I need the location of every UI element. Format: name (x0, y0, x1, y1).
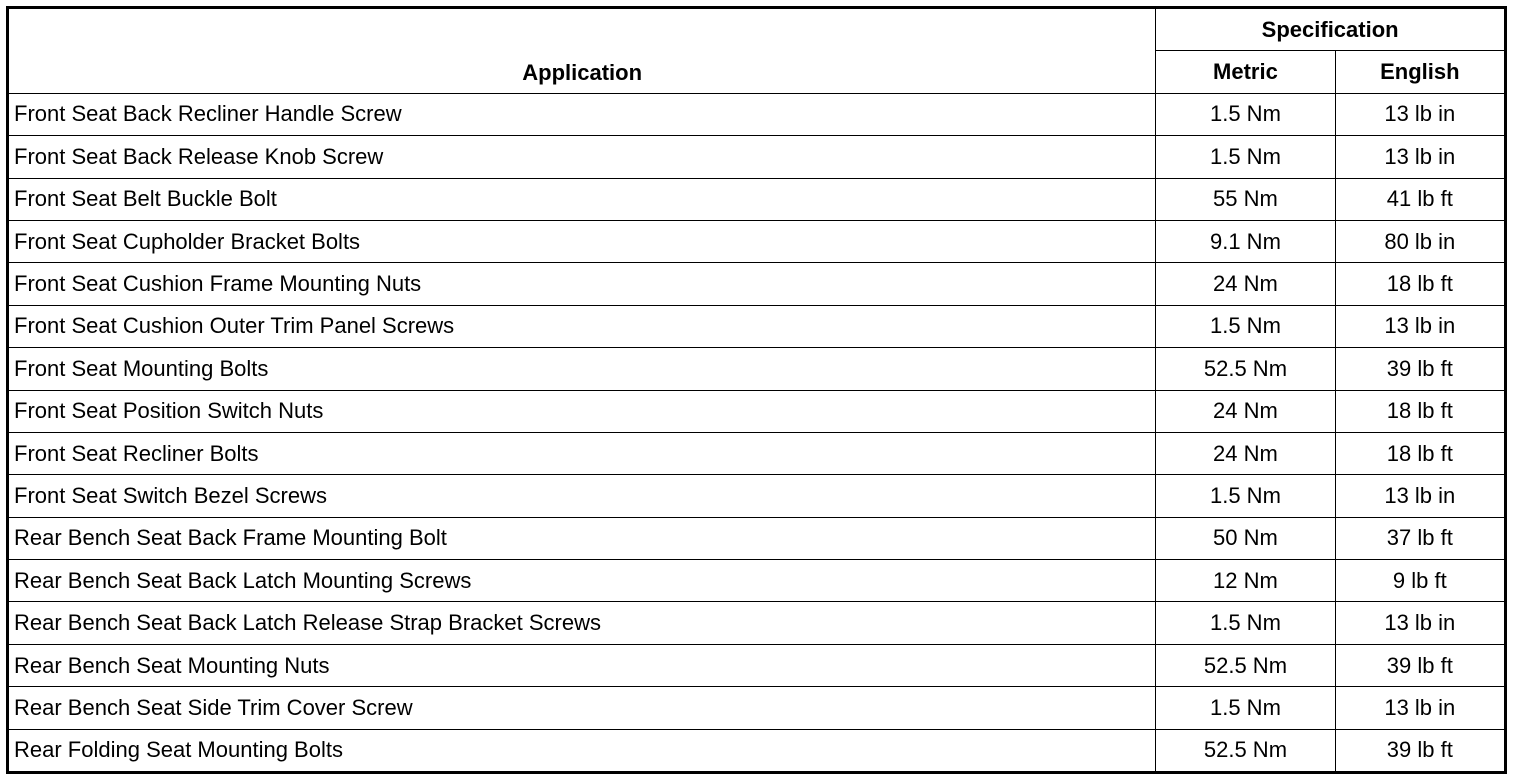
table-row (8, 220, 1506, 262)
metric-cell: 1.5 Nm (1156, 475, 1335, 517)
application-cell: Rear Bench Seat Mounting Nuts (8, 644, 1156, 686)
metric-cell: 24 Nm (1156, 432, 1335, 474)
metric-cell: 1.5 Nm (1156, 136, 1335, 178)
application-header: Application (8, 8, 1156, 94)
english-cell: 13 lb in (1335, 475, 1505, 517)
table-row (8, 136, 1506, 178)
english-cell: 13 lb in (1335, 687, 1505, 729)
application-cell: Rear Folding Seat Mounting Bolts (8, 729, 1156, 772)
english-cell: 18 lb ft (1335, 390, 1505, 432)
english-cell: 13 lb in (1335, 305, 1505, 347)
application-cell: Rear Bench Seat Back Latch Mounting Screws (8, 560, 1156, 602)
metric-cell: 52.5 Nm (1156, 729, 1335, 772)
header-row-top (8, 8, 1506, 51)
table-row (8, 687, 1506, 729)
application-cell: Front Seat Switch Bezel Screws (8, 475, 1156, 517)
application-cell: Front Seat Back Release Knob Screw (8, 136, 1156, 178)
application-cell: Front Seat Position Switch Nuts (8, 390, 1156, 432)
application-cell: Front Seat Cushion Outer Trim Panel Screws (8, 305, 1156, 347)
english-cell: 80 lb in (1335, 220, 1505, 262)
metric-cell: 50 Nm (1156, 517, 1335, 559)
table-row (8, 93, 1506, 135)
application-cell: Front Seat Belt Buckle Bolt (8, 178, 1156, 220)
english-cell: 18 lb ft (1335, 263, 1505, 305)
english-cell: 37 lb ft (1335, 517, 1505, 559)
english-cell: 41 lb ft (1335, 178, 1505, 220)
table-header (8, 8, 1506, 94)
table-row (8, 348, 1506, 390)
table-row (8, 560, 1506, 602)
english-cell: 18 lb ft (1335, 432, 1505, 474)
table-row (8, 305, 1506, 347)
english-cell: 39 lb ft (1335, 729, 1505, 772)
table-row (8, 644, 1506, 686)
table-row (8, 729, 1506, 772)
metric-cell: 1.5 Nm (1156, 602, 1335, 644)
english-cell: 13 lb in (1335, 93, 1505, 135)
metric-cell: 1.5 Nm (1156, 93, 1335, 135)
metric-cell: 24 Nm (1156, 390, 1335, 432)
application-cell: Rear Bench Seat Side Trim Cover Screw (8, 687, 1156, 729)
metric-cell: 55 Nm (1156, 178, 1335, 220)
table-row (8, 178, 1506, 220)
metric-cell: 1.5 Nm (1156, 687, 1335, 729)
metric-cell: 9.1 Nm (1156, 220, 1335, 262)
english-cell: 39 lb ft (1335, 644, 1505, 686)
application-cell: Front Seat Recliner Bolts (8, 432, 1156, 474)
table-row (8, 602, 1506, 644)
application-cell: Rear Bench Seat Back Frame Mounting Bolt (8, 517, 1156, 559)
metric-cell: 24 Nm (1156, 263, 1335, 305)
english-cell: 13 lb in (1335, 602, 1505, 644)
application-cell: Front Seat Cupholder Bracket Bolts (8, 220, 1156, 262)
table-row (8, 475, 1506, 517)
specification-header: Specification (1156, 8, 1506, 51)
fastener-spec-table (6, 6, 1507, 774)
metric-cell: 52.5 Nm (1156, 348, 1335, 390)
application-cell: Front Seat Cushion Frame Mounting Nuts (8, 263, 1156, 305)
table-row (8, 517, 1506, 559)
english-cell: 39 lb ft (1335, 348, 1505, 390)
table-row (8, 263, 1506, 305)
english-cell: 9 lb ft (1335, 560, 1505, 602)
metric-cell: 52.5 Nm (1156, 644, 1335, 686)
application-cell: Rear Bench Seat Back Latch Release Strap Bracket Screws (8, 602, 1156, 644)
metric-cell: 12 Nm (1156, 560, 1335, 602)
table-row (8, 390, 1506, 432)
table-row (8, 432, 1506, 474)
metric-cell: 1.5 Nm (1156, 305, 1335, 347)
metric-header: Metric (1156, 51, 1335, 93)
application-cell: Front Seat Back Recliner Handle Screw (8, 93, 1156, 135)
application-cell: Front Seat Mounting Bolts (8, 348, 1156, 390)
table-body (8, 93, 1506, 772)
english-cell: 13 lb in (1335, 136, 1505, 178)
english-header: English (1335, 51, 1505, 93)
